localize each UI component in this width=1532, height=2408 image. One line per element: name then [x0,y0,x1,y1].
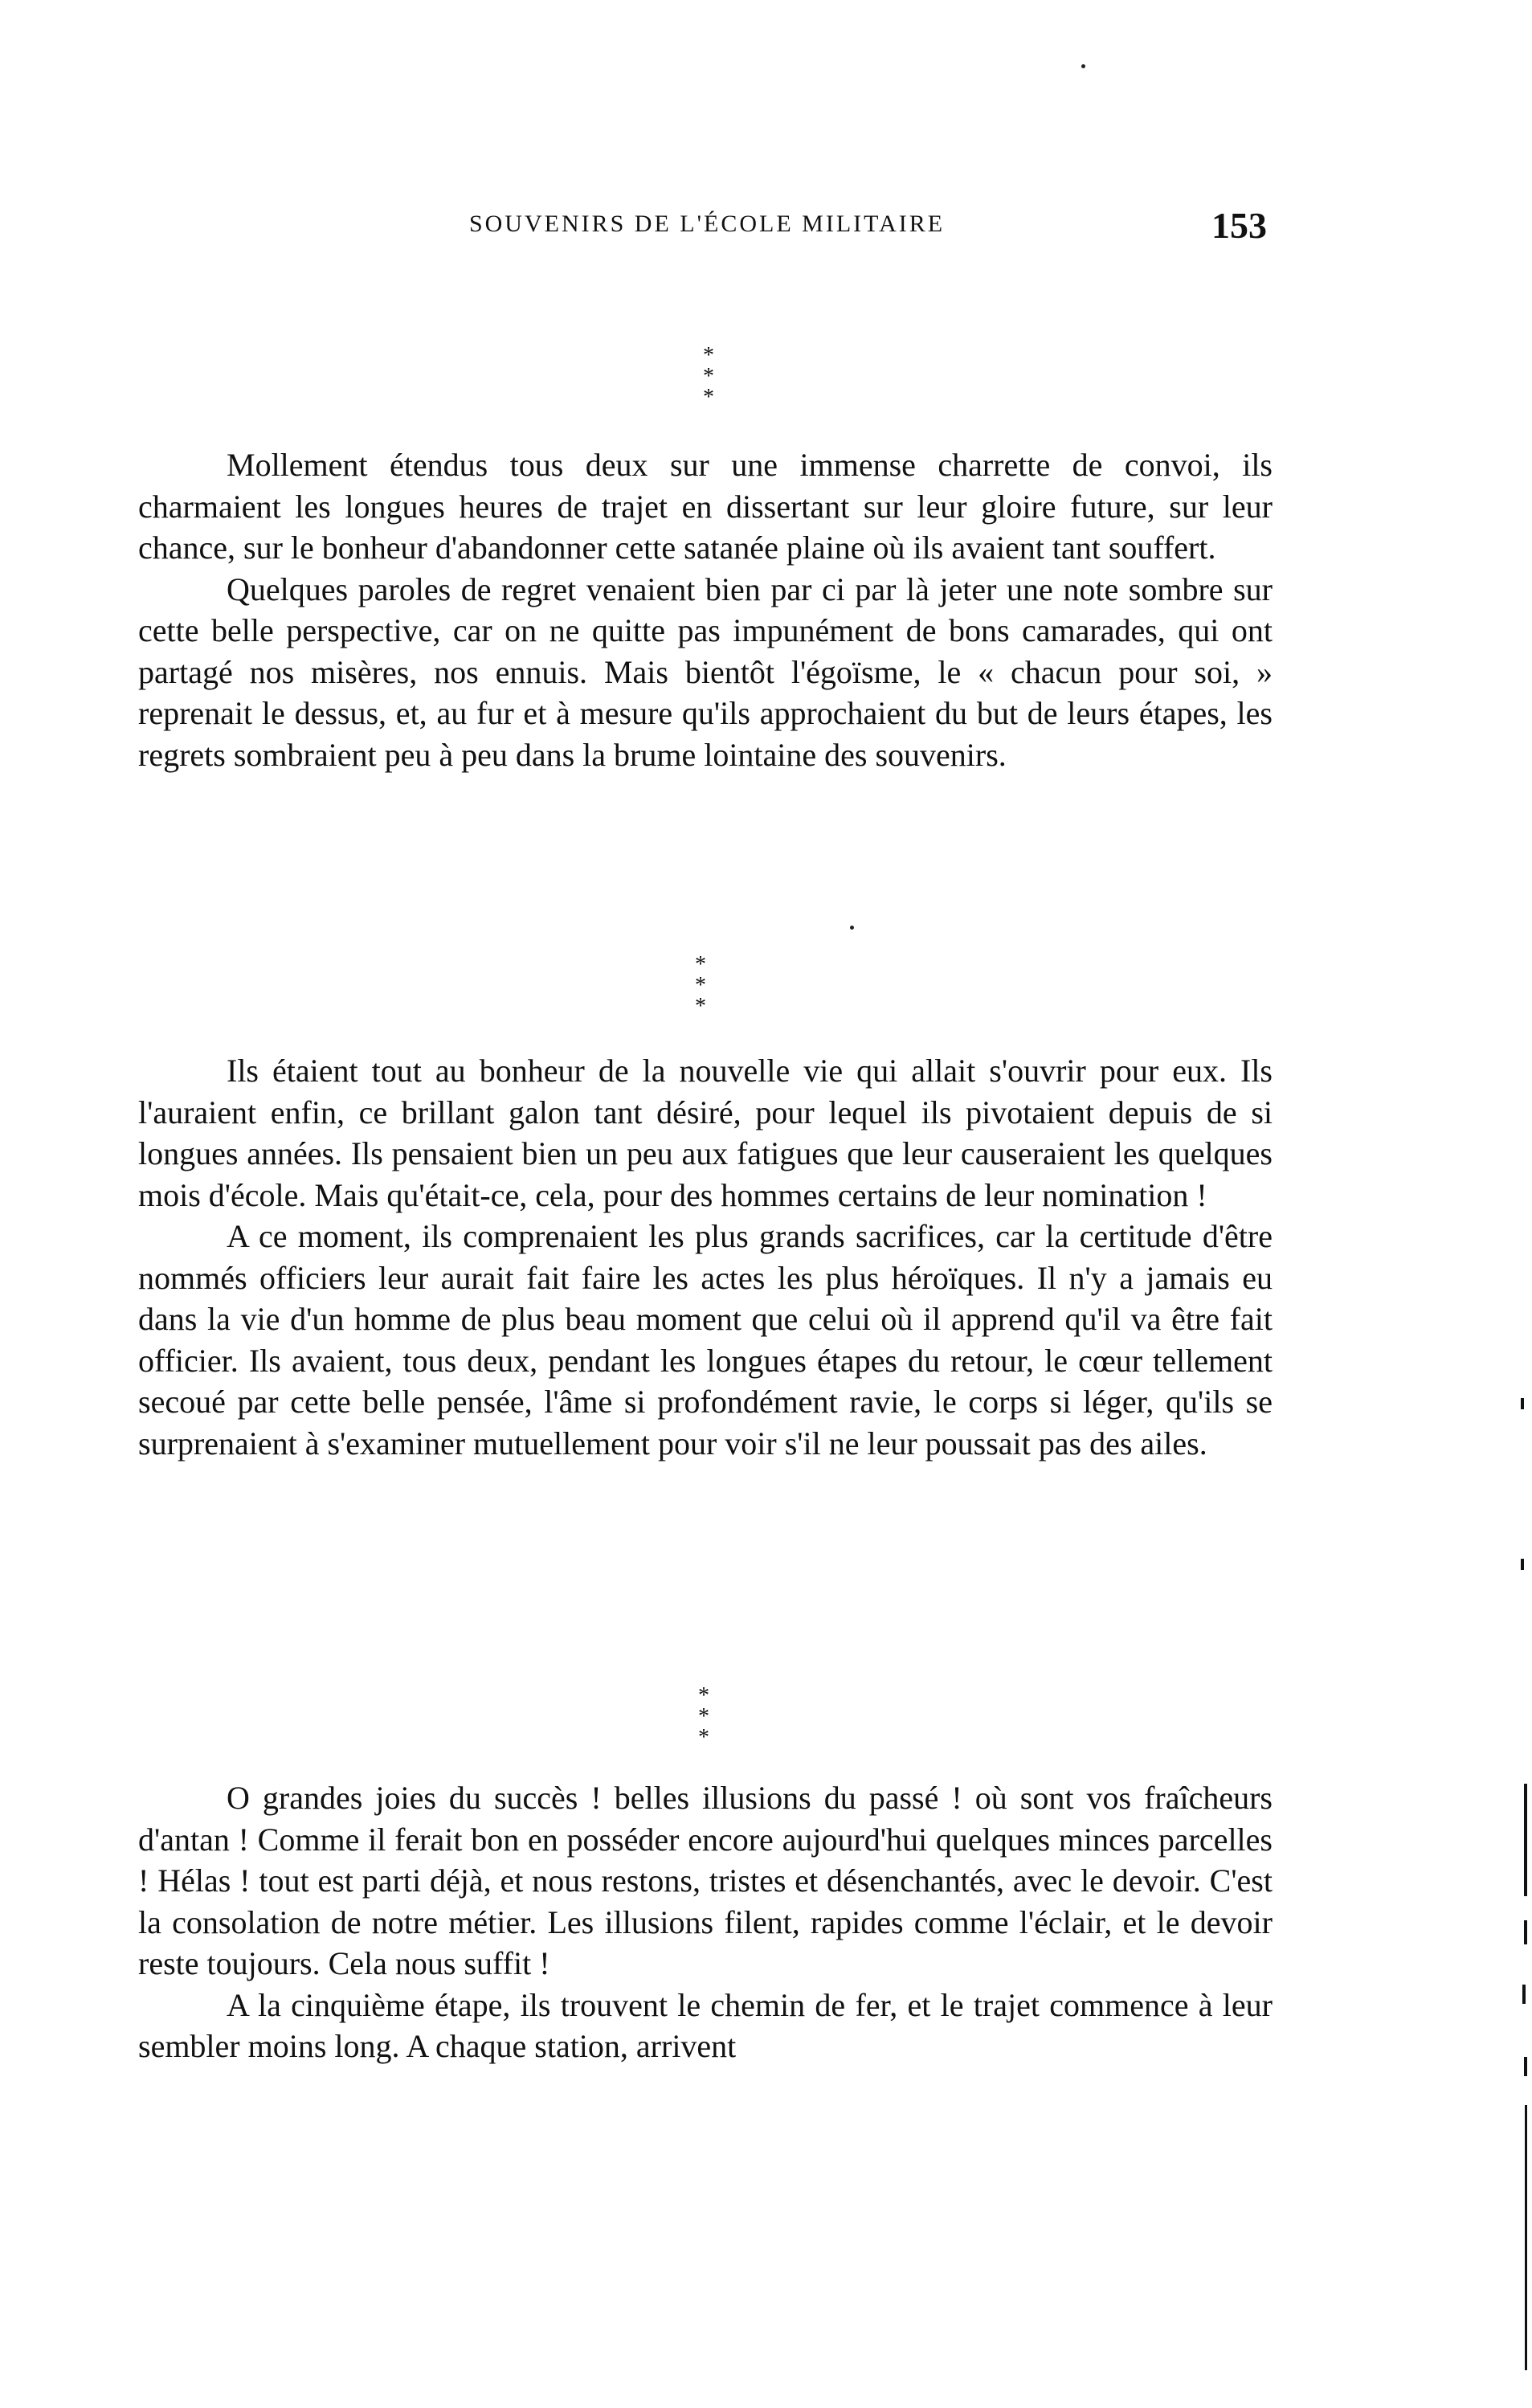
scan-edge-mark [1524,1920,1527,1944]
scan-edge-mark [1525,2105,1527,2370]
ornament-stars: * * [703,364,725,410]
ornament-stars: * * [698,1704,721,1750]
page-number: 153 [1211,205,1267,246]
text-section-1 [138,444,1273,775]
text-section-2 [138,1050,1273,1464]
scan-edge-mark [1521,1398,1524,1409]
ornament-stars: * * [695,973,717,1019]
print-speck [850,926,854,930]
paragraph: A la cinquième étape, ils trouvent le chemin de fer, et le trajet commence à leur sembler moins long. A chaque station, arrivent [138,1986,1273,2064]
paragraph: A ce moment, ils comprenaient les plus grands sacrifices, car la certitude d'être nommés officiers leur aurait fait faire les actes les plus héroïques. Il n'y a jamais eu dans la vie d'un homme de plus beau moment que celui où il apprend qu'il va être fait officier. Ils avaient, tous deux, pendant les longues étapes du retour, le cœur tellement secoué par cette belle pensée, l'âme si profondément ravie, le corps si léger, qu'ils se surprenaient à s'examiner mutuellement pour voir s'il ne leur poussait pas des ailes. [138,1218,1273,1462]
running-title: SOUVENIRS DE L'ÉCOLE MILITAIRE [468,211,946,237]
ornament-star: * [698,1683,709,1708]
ornament-star: * [703,343,714,368]
ornament-star: * [695,952,706,977]
paragraph: Mollement étendus tous deux sur une immense charrette de convoi, ils charmaient les longues heures de trajet en dissertant sur leur gloire future, sur leur chance, sur le bonheur d'abandonner cette satanée plaine où ils avaient tant souffert. [138,447,1273,566]
scan-edge-mark [1524,2057,1527,2076]
text-section-3 [138,1777,1273,2067]
print-speck [1081,64,1085,68]
scan-edge-mark [1524,1784,1527,1896]
paragraph: Quelques paroles de regret venaient bien par ci par là jeter une note sombre sur cette belle perspective, car on ne quitte pas impunément de bons camarades, qui ont partagé nos misères, nos ennuis. Mais bientôt l'égoïsme, le « chacun pour soi, » reprenait le dessus, et, au fur et à mesure qu'ils approchaient du but de leurs étapes, les regrets sombraient peu à peu dans la brume lointaine des souvenirs. [138,570,1273,773]
scan-edge-mark [1521,1559,1524,1570]
paragraph: O grandes joies du succès ! belles illusions du passé ! où sont vos fraîcheurs d'antan ! Comme il ferait bon en posséder encore aujourd'hui quelques minces parcelles ! Hélas ! tout est parti déjà, et nous restons, tristes et désenchantés, avec le devoir. C'est la consolation de notre métier. Les illusions filent, rapides comme l'éclair, et le devoir reste toujours. Cela nous suffit ! [138,1780,1273,1981]
section-ornament [676,345,741,408]
paragraph: Ils étaient tout au bonheur de la nouvelle vie qui allait s'ouvrir pour eux. Ils l'auraient enfin, ce brillant galon tant désiré, pour lequel ils pivotaient depuis de si longues années. Ils pensaient bien un peu aux fatigues que leur causeraient les quelques mois d'école. Mais qu'était-ce, cela, pour des hommes certains de leur nomination ! [138,1053,1273,1213]
section-ornament [672,1683,736,1750]
scan-edge-mark [1522,1985,1526,2004]
section-ornament [668,952,733,1019]
